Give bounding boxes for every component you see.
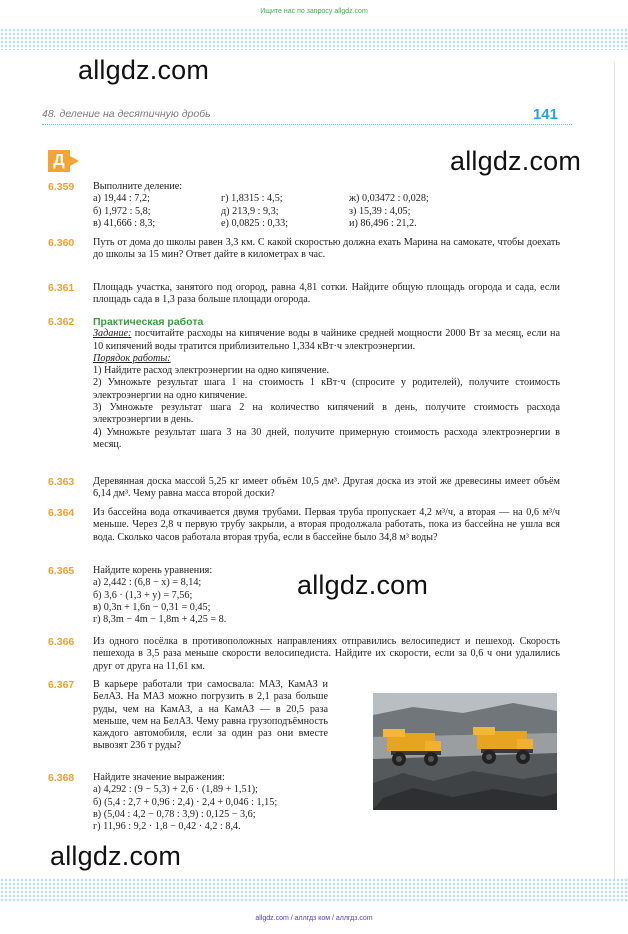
section-marker: Д [48,150,70,172]
exercise-number: 6.361 [48,282,75,294]
exercise-6-366 [48,636,560,673]
decorative-top-band [0,28,628,50]
practical-work-title: Практическая работа [93,316,204,328]
exercise-number: 6.364 [48,507,75,519]
exercise-6-367 [48,679,328,753]
exercise-number: 6.359 [48,181,75,193]
step: 4) Умножьте результат шага 3 на 30 дней, получите примерную стоимость расхода электроэнергии в месяц. [93,426,560,450]
exercise-number: 6.365 [48,565,75,577]
item: ж) 0,03472 : 0,028; [349,193,429,205]
task-text: посчитайте расходы на кипячение воды в чайнике средней мощности 2000 Вт за месяц, если на 10 кипячений воды тратится приблизительно 1,334 кВт·ч электроэнергии. [93,328,560,352]
item: е) 0,0825 : 0,33; [221,217,289,229]
item: а) 19,44 : 7,2; [93,193,150,205]
step: 1) Найдите расход электроэнергии на одно кипячение. [93,365,330,377]
exercise-text: Путь от дома до школы равен 3,3 км. С какой скоростью должна ехать Марина на самокате, чтобы доехать до школы за 15 мин? Ответ дайте в километрах в час. [93,237,560,261]
item: в) 0,3n + 1,6n − 0,31 = 0,45; [93,601,211,613]
watermark: allgdz.com [50,841,182,871]
decorative-bottom-band [0,878,628,902]
exercise-text: Из одного посёлка в противоположных направлениях отправились велосипедист и пешеход. Скорость пешехода в 3,5 раза меньше скорости велосипедиста. Найдите их скорости, если за 0,6 ч они удалились друг от друга на 11,61 км. [93,636,560,672]
division-items [93,193,560,230]
exercise-number: 6.366 [48,636,75,648]
exercise-text: Площадь участка, занятого под огород, равна 4,81 сотки. Найдите общую площадь огорода и сада, если площадь сада в 1,3 раза больше площади огорода. [93,282,560,306]
item: г) 11,96 : 9,2 · 1,8 − 0,42 · 4,2 : 8,4. [93,821,241,833]
exercise-6-363 [48,476,560,501]
exercise-6-364 [48,507,560,544]
item: и) 86,496 : 21,2. [349,217,417,229]
exercise-text: Найдите значение выражения: [93,772,225,783]
exercise-number: 6.367 [48,679,75,691]
item: б) 3,6 · (1,3 + y) = 7,56; [93,589,193,601]
item: г) 8,3m − 4m − 1,8m + 4,25 = 8. [93,614,227,626]
task-label: Задание: [93,328,132,340]
item: б) (5,4 : 2,7 + 0,96 : 2,4) · 2,4 + 0,046 : 1,15; [93,796,278,808]
item: а) 2,442 : (6,8 − x) = 8,14; [93,577,202,589]
chapter-title: 48. деление на десятичную дробь [42,108,211,120]
page-header [42,108,572,125]
exercise-6-361 [48,282,560,307]
exercise-6-360 [48,237,560,262]
watermark: allgdz.com [78,55,210,85]
step: 2) Умножьте результат шага 1 на стоимость 1 кВт·ч (спросите у родителей), получите стоимость электроэнергии на одно кипячение. [93,377,560,401]
dump-trucks-photo [373,693,557,810]
exercise-number: 6.360 [48,237,75,249]
order-label: Порядок работы: [93,352,171,364]
exercise-number: 6.363 [48,476,75,488]
exercise-6-359 [48,181,560,230]
exercise-number: 6.362 [48,316,75,328]
item: д) 213,9 : 9,3; [221,205,279,217]
page-number: 141 [532,106,558,123]
watermark: allgdz.com [450,146,582,176]
item: з) 15,39 : 4,05; [349,205,411,217]
item: в) 41,666 : 8,3; [93,217,156,229]
item: б) 1,972 : 5,8; [93,205,151,217]
item: а) 4,292 : (9 − 5,3) + 2,6 · (1,89 + 1,51); [93,784,258,796]
watermark: allgdz.com [297,570,429,600]
exercise-6-362 [48,316,560,451]
item: г) 1,8315 : 4,5; [221,193,283,205]
step: 3) Умножьте результат шага 2 на количество кипячений в день, получите стоимость расхода электроэнергии в день. [93,402,560,426]
exercise-text: Из бассейна вода откачивается двумя трубами. Первая труба пропускает 4,2 м³/ч, а вторая — на 0,6 м³/ч меньше. Через 2,8 ч первую трубу закрыли, а вторая продолжала работать, пока из бассейна не ушла вся вода. Сколько часов работала вторая труба, если в бассейне было 34,8 м³ воды? [93,507,560,543]
top-note: Ищите нас по запросу allgdz.com [260,8,368,15]
bottom-note: allgdz.com / аллгдз ком / аллгдз.com [255,915,373,922]
exercise-text: В карьере работали три самосвала: МАЗ, КамАЗ и БелАЗ. На МАЗ можно погрузить в 2,1 раза больше руды, чем на КамАЗ, а на КамАЗ — в 20,5 раза меньше, чем на БелАЗ. Чему равна грузоподъёмность каждого автомобиля, если за один раз они вместе вывозят 236 т руды? [93,679,328,752]
exercise-text: Выполните деление: [93,181,183,192]
exercise-text: Найдите корень уравнения: [93,565,213,576]
quarry-illustration [373,693,557,810]
item: в) (5,04 : 4,2 − 0,78 : 3,9) : 0,125 − 3,6; [93,808,256,820]
exercise-6-368 [48,772,348,833]
exercise-text: Деревянная доска массой 5,25 кг имеет объём 10,5 дм³. Другая доска из этой же древесины имеет объём 6,14 дм³. Чему равна масса второй доски? [93,476,560,500]
exercise-6-365 [48,565,560,626]
exercise-number: 6.368 [48,772,75,784]
